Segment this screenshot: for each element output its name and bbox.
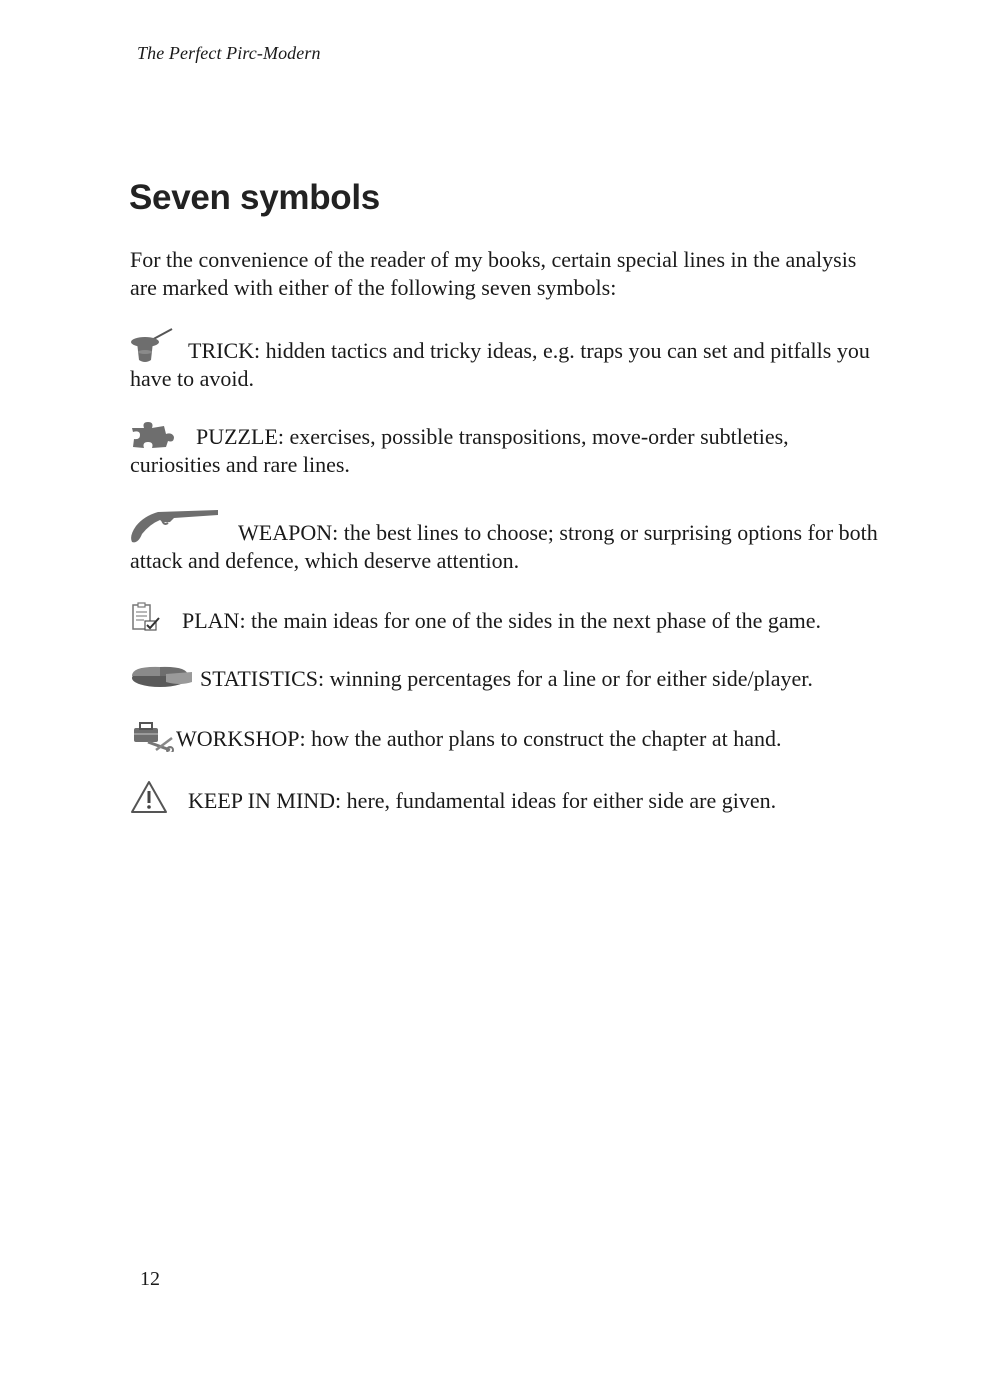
symbol-entry-trick <box>130 328 880 393</box>
symbol-text-keep-in-mind: KEEP IN MIND: here, fundamental ideas for either side are given. <box>188 788 777 813</box>
clipboard-check-icon <box>130 602 160 634</box>
symbol-entry-workshop <box>130 720 880 753</box>
symbol-text-workshop: WORKSHOP: how the author plans to construct the chapter at hand. <box>176 726 782 751</box>
puzzle-piece-icon <box>130 420 178 450</box>
pie-chart-icon <box>130 662 194 692</box>
body-text <box>130 246 880 842</box>
warning-triangle-icon <box>130 780 168 814</box>
symbol-text-statistics: STATISTICS: winning percentages for a line or for either side/player. <box>200 666 813 691</box>
symbol-text-plan: PLAN: the main ideas for one of the sides in the next phase of the game. <box>182 608 822 633</box>
symbol-text-weapon: WEAPON: the best lines to choose; strong or surprising options for both attack and defence, which deserve attention. <box>130 520 878 573</box>
running-header: The Perfect Pirc-Modern <box>137 43 321 63</box>
intro-paragraph: For the convenience of the reader of my books, certain special lines in the analysis are marked with either of the following seven symbols: <box>130 247 857 300</box>
symbol-text-puzzle: PUZZLE: exercises, possible transpositions, move-order subtleties, curiosities and rare lines. <box>130 424 789 477</box>
pistol-icon <box>130 506 220 546</box>
page-title: Seven symbols <box>129 178 380 217</box>
symbol-text-trick: TRICK: hidden tactics and tricky ideas, e.g. traps you can set and pitfalls you have to avoid. <box>130 338 870 391</box>
magic-hat-wand-icon <box>130 328 174 364</box>
page-number: 12 <box>140 1268 160 1290</box>
symbol-entry-plan <box>130 602 880 635</box>
symbol-entry-statistics <box>130 662 880 693</box>
symbol-entry-weapon <box>130 506 880 575</box>
symbol-entry-puzzle <box>130 420 880 479</box>
symbol-entry-keep-in-mind <box>130 780 880 815</box>
toolbox-icon <box>130 720 174 752</box>
